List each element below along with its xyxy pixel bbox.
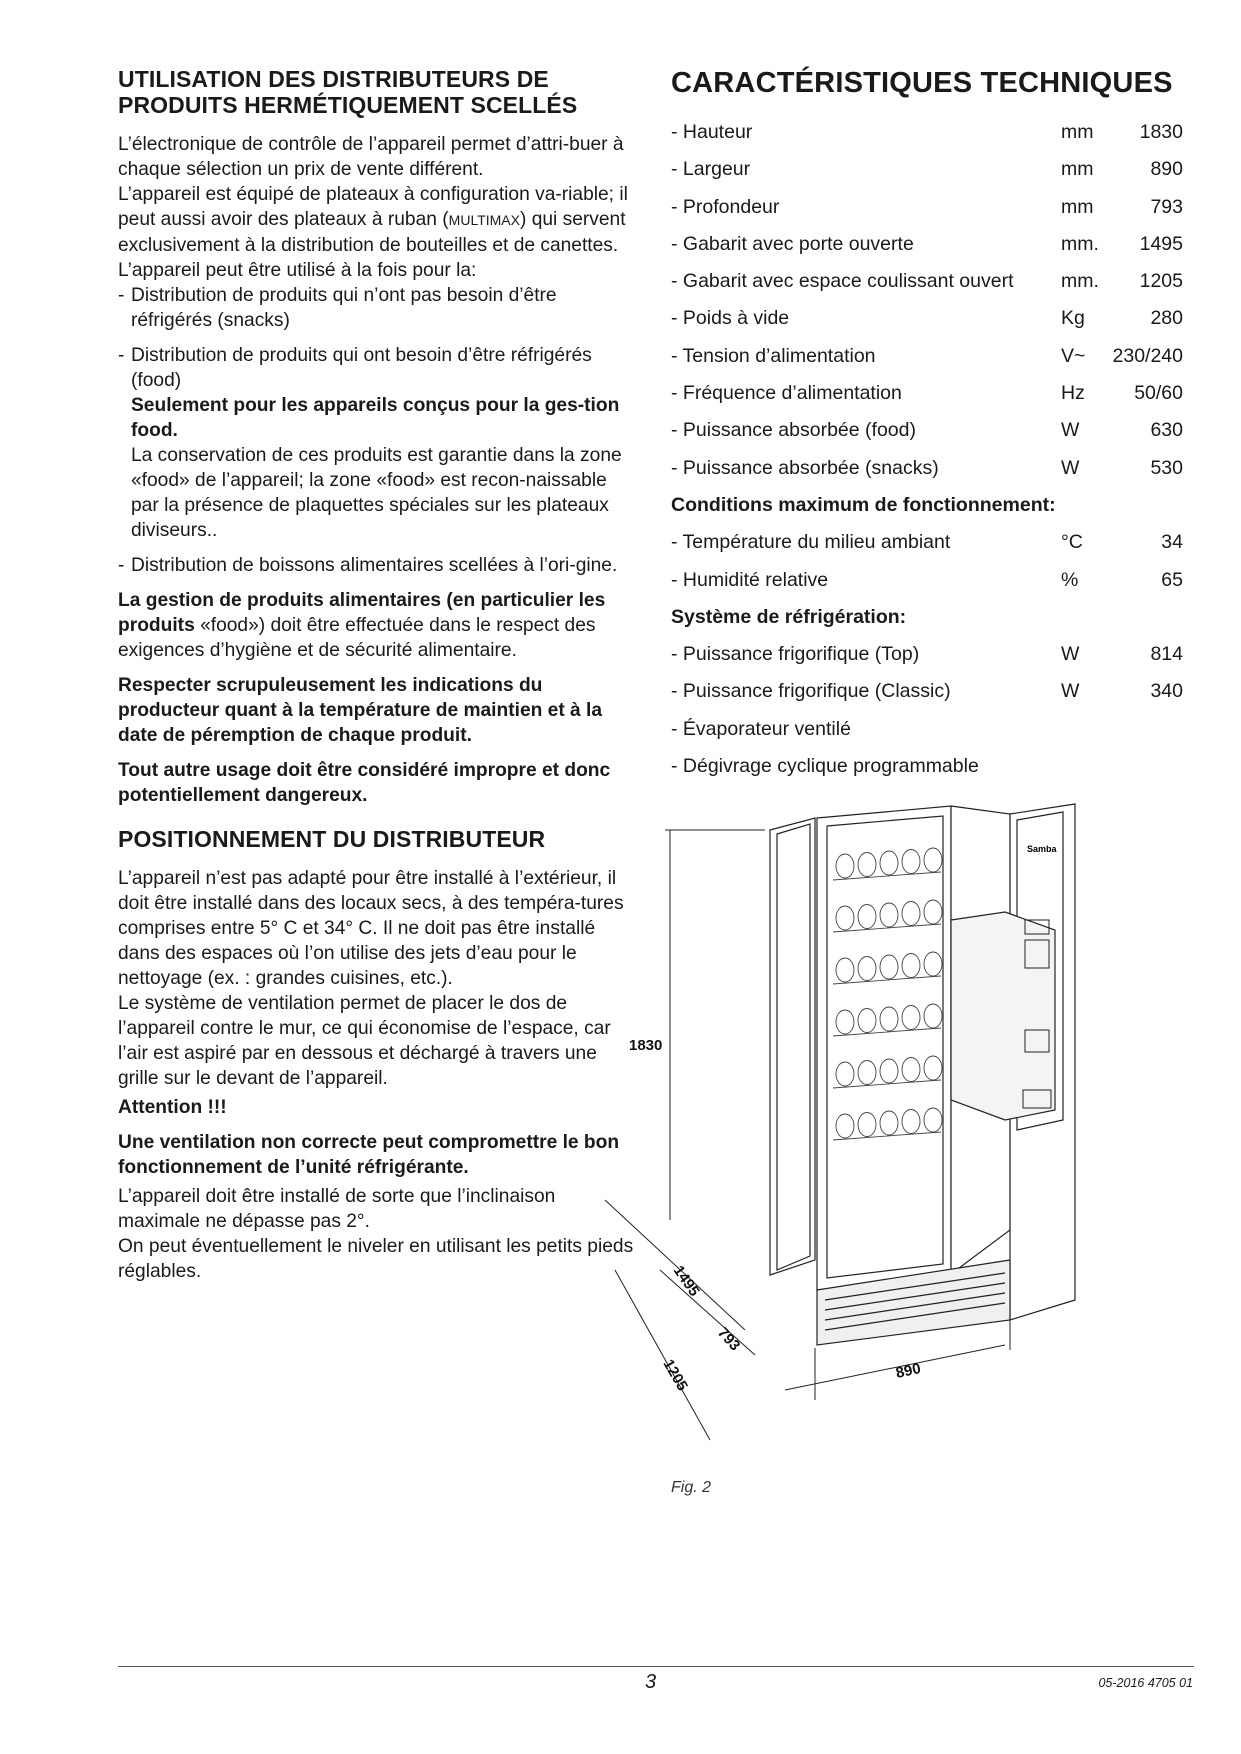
food-note-text: La conservation de ces produits est garantie dans la zone «food» de l’appareil; la zone «food» est recon-naissable par la présence de plaquettes spéciales sur les plateaux diviseurs.. [131,445,622,541]
spec-row [671,157,1195,194]
refrigeration-heading-text: Système de réfrigération: [671,605,907,628]
spec-label: - Puissance absorbée (snacks) [671,456,939,479]
ventilation-warning: Une ventilation non correcte peut compromettre le bon fonctionnement de l’unité réfrigérante. [118,1132,620,1178]
glass-door [817,806,951,1290]
position-paragraph-a: L’appareil n’est pas adapté pour être installé à l’extérieur, il doit être installé dans des locaux secs, à des tempéra-tures comprises entre 5° C et 34° C. Il ne doit pas être installé dans des espaces où l’on utilise des jets d’eau pour le nettoyage (ex. : grandes cuisines, etc.). [118,868,624,989]
spec-label: - Température du milieu ambiant [671,531,951,554]
spec-row [671,642,1195,679]
spec-label: - Gabarit avec espace coulissant ouvert [671,270,1014,293]
figure-caption: Fig. 2 [671,1479,712,1496]
spec-label: - Puissance frigorifique (Classic) [671,680,951,703]
spec-label: - Puissance absorbée (food) [671,419,916,442]
food-note-bold: Seulement pour les appareils conçus pour la ges-tion food. [131,395,620,441]
title-line-2: PRODUITS HERMÉTIQUEMENT SCELLÉS [118,92,578,118]
intro-paragraph-a: L’électronique de contrôle de l’appareil permet d’attri-buer à chaque sélection un prix de vente différent. [118,134,624,180]
open-door-dimension-label: 1495 [669,1262,703,1300]
spec-label: - Dégivrage cyclique programmable [671,755,979,778]
footer-divider [118,1666,1194,1667]
spec-unit: Kg [1061,307,1085,330]
position-paragraph-b: Le système de ventilation permet de placer le dos de l’appareil contre le mur, ce qui économise de l’espace, car l’air est aspiré par en dessous et déchargé à travers une grille sur le devant de l’appareil. [118,993,611,1089]
spec-unit: Hz [1061,382,1085,405]
spec-value: 50/60 [1134,382,1183,405]
spec-value: 1495 [1139,232,1183,255]
spec-value: 230/240 [1112,344,1183,367]
spec-label: - Fréquence d’alimentation [671,382,902,405]
spec-row [671,232,1195,269]
spec-unit: mm [1061,121,1094,143]
spec-value: 340 [1150,680,1183,703]
section-title-utilisation [118,66,636,118]
list-item [118,343,636,543]
gestion-paragraph [118,588,636,663]
multimax-label: MULTIMAX [448,212,520,228]
spec-label: - Puissance frigorifique (Top) [671,643,920,666]
conditions-heading-text: Conditions maximum de fonctionnement: [671,493,1056,516]
specs-conditions-group [671,530,1195,605]
spec-value: 1830 [1139,121,1183,143]
intro-paragraph-b [118,182,636,258]
right-column [671,66,1195,791]
spec-unit: mm. [1061,232,1099,255]
spec-label: - Hauteur [671,121,753,143]
gestion-rest: «food») doit être effectuée dans le respect des exigences d’hygiène et de sécurité alimentaire. [118,615,596,661]
gestion-bold: La gestion de produits alimentaires (en particulier les produits [118,590,606,636]
spec-label: - Humidité relative [671,568,829,591]
list-item [118,283,636,333]
drawer-dimension-line [615,1270,710,1440]
spec-unit: V~ [1061,344,1086,367]
spec-unit: mm [1061,158,1094,181]
spec-row [671,120,1195,157]
spec-unit: W [1061,419,1080,442]
specs-table [671,120,1195,791]
vending-machine-figure [629,800,1205,1440]
spec-row [671,456,1195,493]
spec-row [671,717,1195,754]
spec-value: 280 [1150,307,1183,330]
spec-row [671,530,1195,567]
spec-value: 530 [1150,456,1183,479]
list-item [118,553,636,578]
intro-b-part1: L’appareil est équipé de plateaux à configuration va-riable; il peut aussi avoir des plateaux à ruban ( [118,184,628,230]
spec-row [671,269,1195,306]
spec-value: 1205 [1139,270,1183,293]
spec-label: - Gabarit avec porte ouverte [671,232,914,255]
width-dimension-label: 890 [894,1360,923,1382]
spec-label: - Évaporateur ventilé [671,717,851,740]
spec-row [671,754,1195,791]
specs-title: CARACTÉRISTIQUES TECHNIQUES [671,67,1173,99]
intro-b-part2: ) qui servent exclusivement à la distribution de bouteilles et de canettes. [118,209,626,256]
list-item-text: Distribution de produits qui ont besoin d’être réfrigérés (food) [131,345,592,391]
document-code: 05-2016 4705 01 [1098,1676,1193,1690]
spec-value: 793 [1150,195,1183,218]
spec-unit: W [1061,680,1080,703]
spec-unit: °C [1061,531,1083,554]
respect-paragraph: Respecter scrupuleusement les indications du producteur quant à la température de maintien et à la date de péremption de chaque produit. [118,675,603,746]
spec-value: 630 [1150,419,1183,442]
slide-out-drawer [951,912,1055,1120]
spec-unit: mm. [1061,270,1099,293]
usage-list [118,283,636,578]
title-line-1: UTILISATION DES DISTRIBUTEURS DE [118,66,549,92]
refrigeration-heading [671,605,1195,642]
list-item-text: Distribution de boissons alimentaires scellées à l’ori-gine. [131,555,618,576]
spec-value: 65 [1161,568,1183,591]
depth-dimension-label: 793 [714,1324,744,1355]
spec-row [671,568,1195,605]
drawer-dimension-label: 1205 [659,1356,691,1394]
inclination-paragraph-b: On peut éventuellement le niveler en utilisant les petits pieds réglables. [118,1236,634,1282]
spec-row [671,306,1195,343]
spec-row [671,195,1195,232]
spec-row [671,344,1195,381]
specs-refrigeration-group [671,642,1195,791]
spec-label: - Profondeur [671,195,780,218]
section-title-positionnement: POSITIONNEMENT DU DISTRIBUTEUR [118,826,546,852]
spec-unit: W [1061,643,1080,666]
spec-row [671,418,1195,455]
spec-label: - Poids à vide [671,307,790,330]
spec-row [671,679,1195,716]
attention-label: Attention !!! [118,1097,227,1118]
spec-unit: mm [1061,195,1094,218]
spec-value: 34 [1161,531,1183,554]
spec-value: 890 [1150,158,1183,181]
spec-row [671,381,1195,418]
usage-warning-paragraph: Tout autre usage doit être considéré impropre et donc potentiellement dangereux. [118,760,611,806]
specs-main-group [671,120,1195,493]
spec-unit: % [1061,568,1079,591]
intro-paragraph-c: L’appareil peut être utilisé à la fois pour la: [118,260,477,281]
inclination-paragraph-a: L’appareil doit être installé de sorte que l’inclinaison maximale ne dépasse pas 2°. [118,1186,556,1232]
brand-label: Samba [1027,844,1057,854]
spec-label: - Largeur [671,158,751,181]
spec-value: 814 [1150,643,1183,666]
spec-unit: W [1061,456,1080,479]
list-item-text: Distribution de produits qui n’ont pas besoin d’être réfrigérés (snacks) [131,285,557,331]
page-number: 3 [645,1671,657,1693]
height-dimension-label: 1830 [629,1037,663,1054]
left-column [118,66,636,1284]
spec-label: - Tension d’alimentation [671,344,876,367]
conditions-heading [671,493,1195,530]
